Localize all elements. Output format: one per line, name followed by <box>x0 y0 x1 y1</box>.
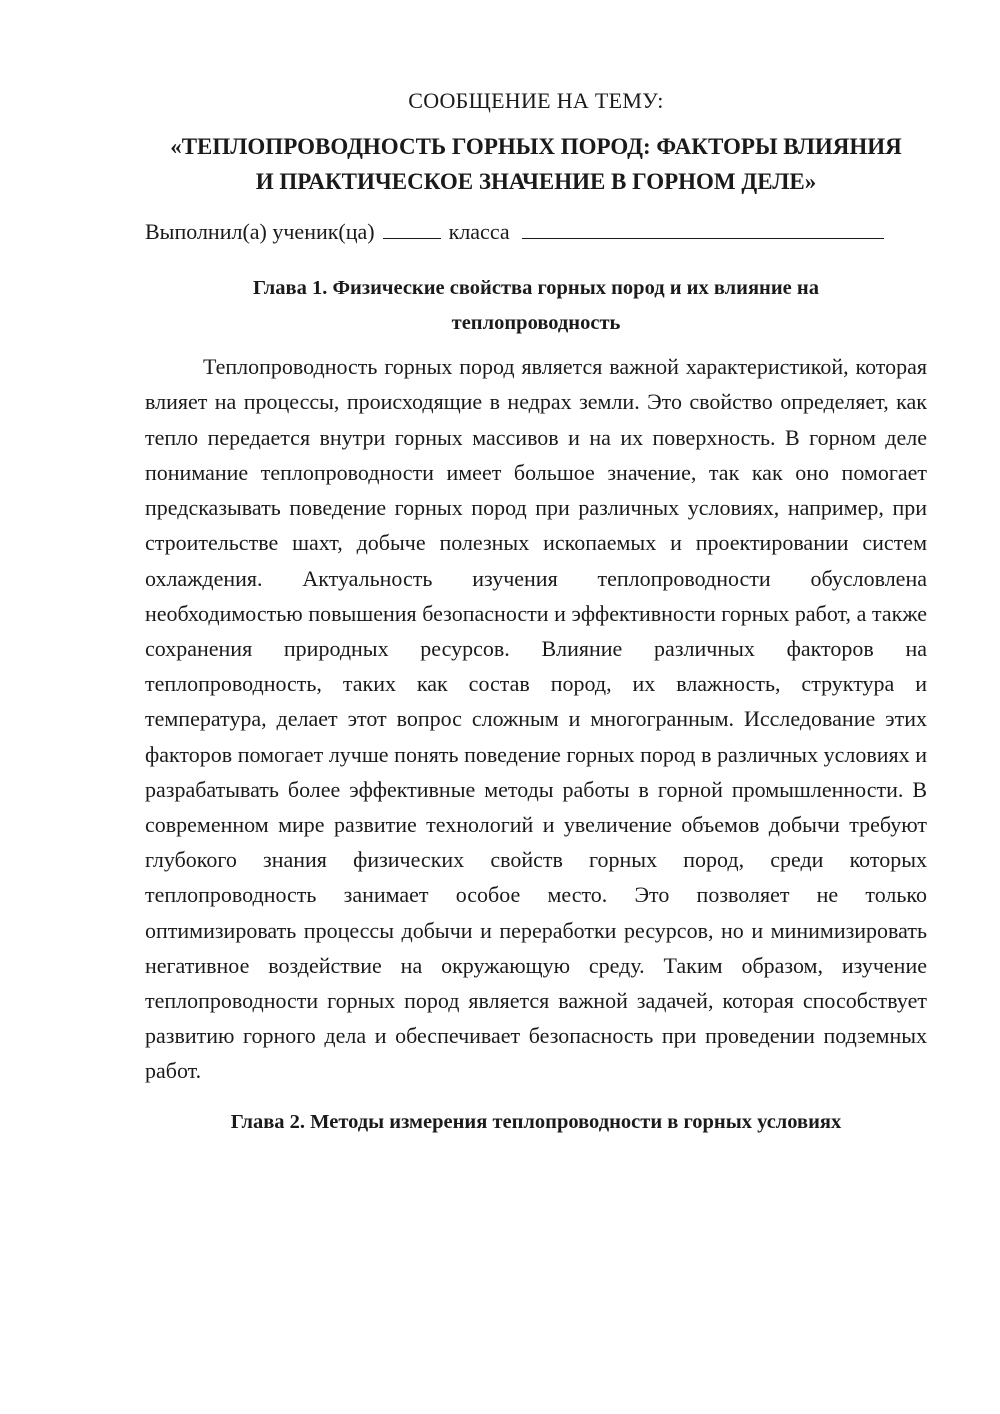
chapter-2-heading: Глава 2. Методы измерения теплопроводности в горных условиях <box>230 1110 842 1133</box>
student-name-blank <box>522 220 884 239</box>
class-word: класса <box>448 219 510 245</box>
document-title-line-2: И ПРАКТИЧЕСКОЕ ЗНАЧЕНИЕ В ГОРНОМ ДЕЛЕ» <box>255 168 817 194</box>
chapter-1-heading-line-2: теплопроводность <box>451 312 621 335</box>
chapter-1-heading <box>145 271 927 342</box>
author-line <box>145 219 927 245</box>
document-title-line-1: «ТЕПЛОПРОВОДНОСТЬ ГОРНЫХ ПОРОД: ФАКТОРЫ ВЛИЯНИЯ <box>170 134 902 160</box>
document-page <box>145 88 927 1148</box>
class-number-blank <box>383 220 441 239</box>
author-prefix: Выполнил(а) ученик(ца) <box>145 219 375 245</box>
chapter-1-heading-line-1: Глава 1. Физические свойства горных пород и их влияние на <box>253 276 819 299</box>
document-label: СООБЩЕНИЕ НА ТЕМУ: <box>408 88 664 113</box>
chapter-1-paragraph: Теплопроводность горных пород является важной характеристикой, которая влияет на процессы, происходящие в недрах земли. Это свойство определяет, как тепло передается внутри горных массивов и на их поверхность. В горном деле понимание теплопроводности имеет большое значение, так как оно помогает предсказывать поведение горных пород при различных условиях, например, при строительстве шахт, добыче полезных ископаемых и проектировании систем охлаждения. Актуальность изучения теплопроводности обусловлена необходимостью повышения безопасности и эффективности горных работ, а также сохранения природных ресурсов. Влияние различных факторов на теплопроводность, таких как состав пород, их влажность, структура и температура, делает этот вопрос сложным и многогранным. Исследование этих факторов помогает лучше понять поведение горных пород в различных условиях и разрабатывать более эффективные методы работы в горной промышленности. В современном мире развитие технологий и увеличение объемов добычи требуют глубокого знания физических свойств горных пород, среди которых теплопроводность занимает особое место. Это позволяет не только оптимизировать процессы добычи и переработки ресурсов, но и минимизировать негативное воздействие на окружающую среду. Таким образом, изучение теплопроводности горных пород является важной задачей, которая способствует развитию горного дела и обеспечивает безопасность при проведении подземных работ. <box>145 354 927 1084</box>
document-title <box>145 130 927 199</box>
